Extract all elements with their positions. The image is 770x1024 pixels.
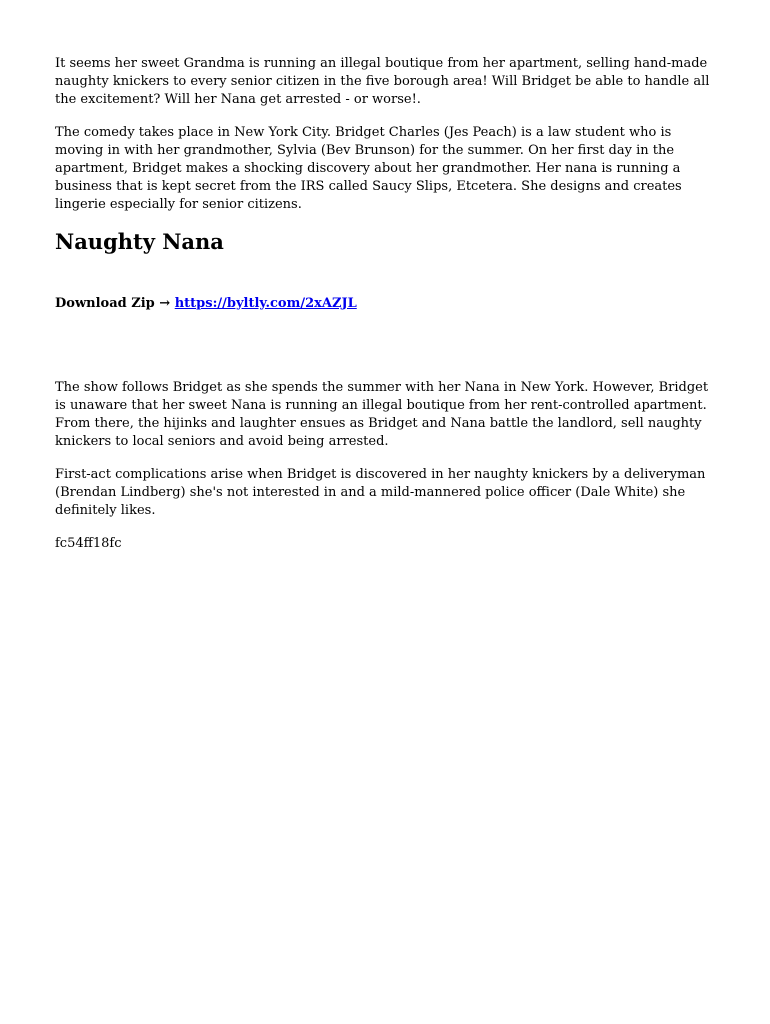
hash-text: fc54ff18fc — [55, 536, 122, 551]
download-link[interactable]: https://byltly.com/2xAZJL — [174, 296, 357, 311]
download-label: Download Zip → — [55, 296, 171, 311]
spacer — [55, 313, 715, 379]
article-body — [55, 55, 715, 568]
page-heading: Naughty Nana — [55, 229, 224, 254]
comedy-paragraph: The comedy takes place in New York City. Bridget Charles (Jes Peach) is a law student who is moving in with her grandmother, Sylvia (Bev Brunson) for the summer. On her first day in the apartment, Bridget makes a shocking discovery about her grandmother. Her nana is running a business that is kept secret from the IRS called Saucy Slips, Etcetera. She designs and creates lingerie especially for senior citizens. — [55, 125, 682, 212]
intro-paragraph: It seems her sweet Grandma is running an illegal boutique from her apartment, selling hand-made naughty knickers to every senior citizen in the five borough area! Will Bridget be able to handle all the excitement? Will her Nana get arrested - or worse!. — [55, 56, 710, 107]
complications-paragraph: First-act complications arise when Bridget is discovered in her naughty knickers by a deliveryman (Brendan Lindberg) she's not interested in and a mild-mannered police officer (Dale White) she definitely likes. — [55, 467, 706, 518]
download-line — [55, 295, 715, 313]
show-paragraph: The show follows Bridget as she spends the summer with her Nana in New York. However, Bridget is unaware that her sweet Nana is running an illegal boutique from her rent-controlled apartment. From there, the hijinks and laughter ensues as Bridget and Nana battle the landlord, sell naughty knickers to local seniors and avoid being arrested. — [55, 380, 709, 449]
